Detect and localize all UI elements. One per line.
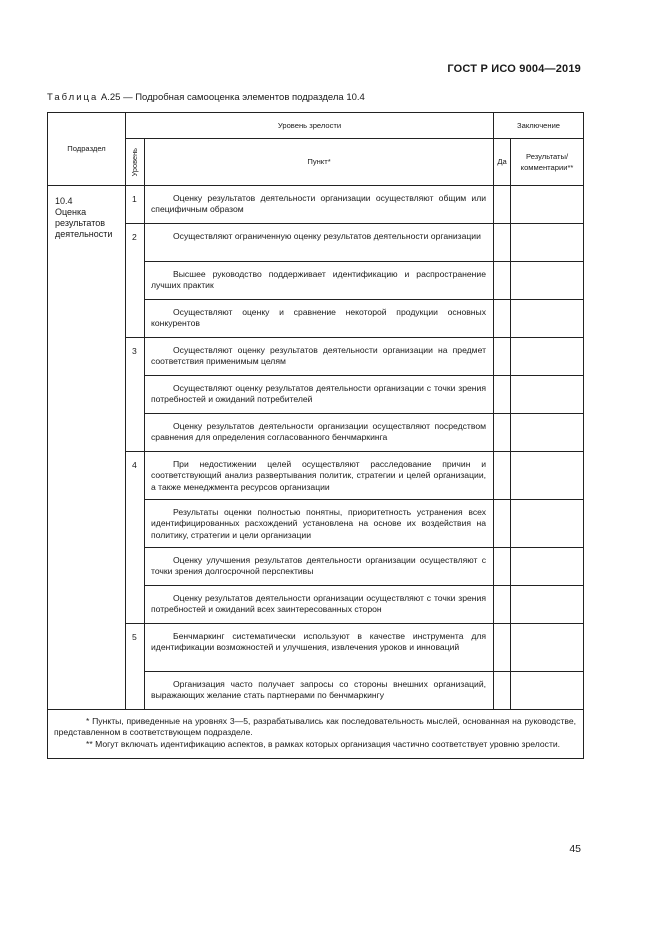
results-cell[interactable] [511, 300, 584, 338]
caption-text: А.25 — Подробная самооценка элементов подраздела 10.4 [98, 92, 365, 103]
header-subsection: Подраздел [48, 113, 126, 186]
results-cell[interactable] [511, 376, 584, 414]
yes-cell[interactable] [494, 300, 511, 338]
header-level: Уровень [130, 147, 140, 177]
level-number: 5 [126, 624, 145, 710]
header-maturity-level: Уровень зрелости [126, 113, 494, 139]
yes-cell[interactable] [494, 548, 511, 586]
item-text: При недостижении целей осуществляют расследование причин и соответствующий анализ развертывания политик, стратегии и целей организации, а также менеджмента ресурсов организации [151, 459, 487, 492]
results-cell[interactable] [511, 624, 584, 672]
item-cell [145, 586, 494, 624]
level-number: 1 [126, 186, 145, 224]
item-cell [145, 672, 494, 710]
item-text: Организация часто получает запросы со стороны внешних организаций, выражающих желание стать партнерами по бенчмаркингу [151, 679, 487, 701]
yes-cell[interactable] [494, 500, 511, 548]
header-results: Результаты/ комментарии** [511, 139, 584, 186]
yes-cell[interactable] [494, 224, 511, 262]
section-cell [48, 186, 126, 710]
item-cell [145, 414, 494, 452]
results-cell[interactable] [511, 262, 584, 300]
item-cell [145, 300, 494, 338]
table-row [48, 624, 584, 672]
item-text: Бенчмаркинг систематически используют в качестве инструмента для идентификации возможностей и улучшения, извлечения уроков и инноваций [151, 631, 487, 653]
self-assessment-table [47, 112, 584, 759]
table-row [48, 186, 584, 224]
item-text: Оценку результатов деятельности организации осуществляют общим или специфичным образом [151, 193, 487, 215]
results-cell[interactable] [511, 672, 584, 710]
standard-designation: ГОСТ Р ИСО 9004—2019 [447, 63, 581, 75]
item-cell [145, 338, 494, 376]
yes-cell[interactable] [494, 672, 511, 710]
level-number: 2 [126, 224, 145, 338]
footnotes-row [48, 710, 584, 759]
results-cell[interactable] [511, 500, 584, 548]
footnotes [48, 710, 584, 759]
results-cell[interactable] [511, 548, 584, 586]
yes-cell[interactable] [494, 452, 511, 500]
results-cell[interactable] [511, 452, 584, 500]
item-cell [145, 500, 494, 548]
table-caption [47, 92, 365, 103]
item-text: Результаты оценки полностью понятны, приоритетность устранения всех идентифицированных расхождений установлена на основе их воздействия на политику, стратегии и цели организации [151, 507, 487, 540]
yes-cell[interactable] [494, 338, 511, 376]
page-number: 45 [569, 843, 581, 855]
results-cell[interactable] [511, 414, 584, 452]
item-text: Оценку улучшения результатов деятельности организации осуществляют с точки зрения долгосрочной перспективы [151, 555, 487, 577]
yes-cell[interactable] [494, 262, 511, 300]
footnote: ** Могут включать идентификацию аспектов, в рамках которых организация частично соответствует уровню зрелости. [86, 738, 561, 749]
footnote: * Пункты, приведенные на уровнях 3—5, разрабатывались как последовательность мыслей, основанная на руководстве, представленном в соответствующем подразделе. [54, 716, 577, 738]
yes-cell[interactable] [494, 186, 511, 224]
table-row [48, 452, 584, 500]
item-text: Осуществляют оценку результатов деятельности организации с точки зрения потребностей и ожиданий потребителей [151, 383, 487, 405]
yes-cell[interactable] [494, 624, 511, 672]
item-cell [145, 548, 494, 586]
results-cell[interactable] [511, 586, 584, 624]
yes-cell[interactable] [494, 586, 511, 624]
item-text: Осуществляют ограниченную оценку результатов деятельности организации [173, 231, 481, 241]
item-text: Оценку результатов деятельности организации осуществляют с точки зрения потребностей и ожиданий всех заинтересованных сторон [151, 593, 487, 615]
header-yes: Да [494, 139, 511, 186]
section-number: 10.4 [55, 196, 73, 206]
yes-cell[interactable] [494, 376, 511, 414]
caption-label: Таблица [47, 92, 99, 103]
item-text: Осуществляют оценку результатов деятельности организации на предмет соответствия применимым целям [151, 345, 487, 367]
table-row [48, 338, 584, 376]
table-row [48, 224, 584, 262]
section-title: Оценка результатов деятельности [55, 207, 113, 239]
item-cell [145, 224, 494, 262]
results-cell[interactable] [511, 186, 584, 224]
item-cell [145, 186, 494, 224]
results-cell[interactable] [511, 224, 584, 262]
results-cell[interactable] [511, 338, 584, 376]
item-text: Оценку результатов деятельности организации осуществляют посредством сравнения для определения согласованного бенчмаркинга [151, 421, 487, 443]
yes-cell[interactable] [494, 414, 511, 452]
item-cell [145, 262, 494, 300]
item-cell [145, 452, 494, 500]
header-item: Пункт* [145, 139, 494, 186]
item-cell [145, 624, 494, 672]
header-conclusion: Заключение [494, 113, 584, 139]
level-number: 3 [126, 338, 145, 452]
item-text: Высшее руководство поддерживает идентификацию и распространение лучших практик [151, 269, 487, 291]
header-level-cell [126, 139, 145, 186]
item-text: Осуществляют оценку и сравнение некоторой продукции основных конкурентов [151, 307, 487, 329]
level-number: 4 [126, 452, 145, 624]
item-cell [145, 376, 494, 414]
